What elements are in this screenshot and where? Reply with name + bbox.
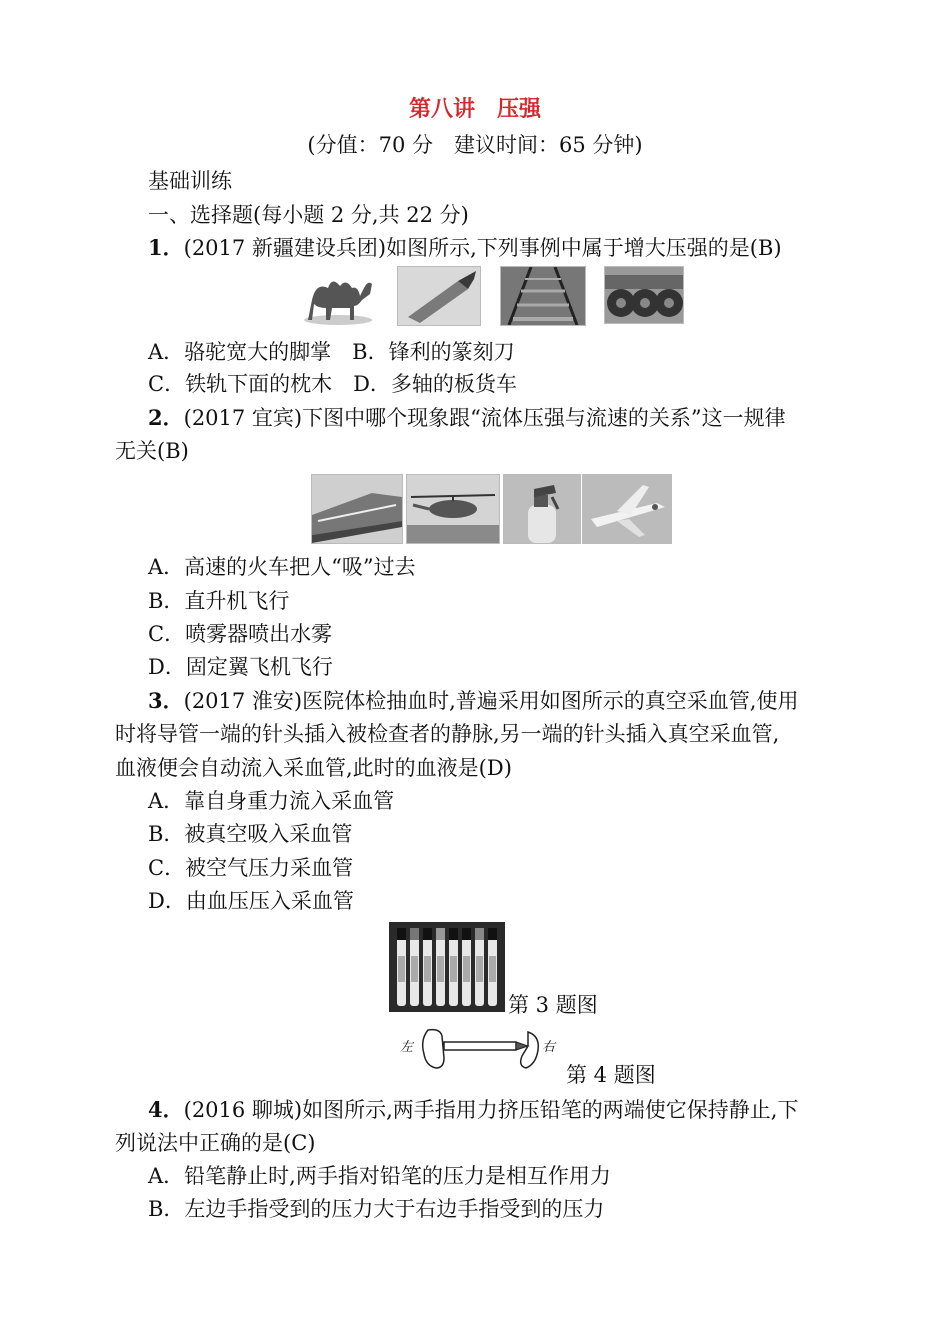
multi-axle-truck-image: [604, 266, 684, 324]
question-3-option-a: A．靠自身重力流入采血管: [148, 789, 395, 813]
question-number: 4．: [148, 1097, 184, 1122]
question-2-option-d: D．固定翼飞机飞行: [148, 655, 333, 679]
helicopter-image: [406, 474, 500, 544]
score-time-info: (分值：70 分 建议时间：65 分钟): [307, 133, 643, 157]
question-1-options-ab: A．骆驼宽大的脚掌 B．锋利的篆刻刀: [148, 340, 515, 364]
figure-4-caption: 第 4 题图: [566, 1063, 656, 1087]
fixed-wing-plane-image: [582, 474, 672, 544]
question-3-stem: [148, 687, 798, 715]
question-2-option-c: C．喷雾器喷出水雾: [148, 622, 333, 646]
question-3-stem-cont-1: 时将导管一端的针头插入被检查者的静脉,另一端的针头插入真空采血管,: [115, 722, 780, 746]
question-2-stem: [148, 404, 786, 432]
pencil-fingers-figure: [398, 1026, 558, 1072]
railway-sleepers-image: [500, 266, 586, 326]
maglev-train-image: [311, 474, 403, 544]
question-number: 3．: [148, 688, 184, 713]
question-text: (2017 新疆建设兵团)如图所示,下列事例中属于增大压强的是(B): [183, 236, 782, 260]
carving-knife-image: [397, 266, 481, 326]
question-2-option-b: B．直升机飞行: [148, 589, 290, 613]
question-text: (2017 淮安)医院体检抽血时,普遍采用如图所示的真空采血管,使用: [183, 689, 799, 713]
right-label: 右: [542, 1040, 556, 1055]
section-name: 基础训练: [148, 169, 232, 193]
question-4-option-a: A．铅笔静止时,两手指对铅笔的压力是相互作用力: [148, 1164, 611, 1188]
question-3-option-d: D．由血压压入采血管: [148, 889, 354, 913]
question-number: 2．: [148, 405, 184, 430]
question-3-stem-cont-2: 血液便会自动流入采血管,此时的血液是(D): [115, 756, 512, 780]
question-3-option-b: B．被真空吸入采血管: [148, 822, 353, 846]
question-4-stem: [148, 1096, 798, 1124]
question-text: (2016 聊城)如图所示,两手指用力挤压铅笔的两端使它保持静止,下: [183, 1098, 799, 1122]
page-title: 第八讲 压强: [408, 96, 541, 122]
camel-image: [298, 266, 380, 326]
blood-collection-tubes-image: [389, 922, 505, 1012]
sprayer-bottle-image: [503, 474, 581, 544]
question-text: (2017 宜宾)下图中哪个现象跟“流体压强与流速的关系”这一规律: [183, 406, 786, 430]
question-4-stem-cont: 列说法中正确的是(C): [115, 1131, 316, 1155]
part-heading: 一、选择题(每小题 2 分,共 22 分): [148, 203, 469, 227]
question-2-stem-cont: 无关(B): [115, 439, 189, 463]
figure-3-caption: 第 3 题图: [508, 993, 598, 1017]
question-1-options-cd: C．铁轨下面的枕木 D．多轴的板货车: [148, 372, 517, 396]
question-2-option-a: A．高速的火车把人“吸”过去: [148, 555, 416, 579]
question-3-option-c: C．被空气压力采血管: [148, 856, 354, 880]
question-number: 1．: [148, 235, 184, 260]
question-4-option-b: B．左边手指受到的压力大于右边手指受到的压力: [148, 1197, 605, 1221]
question-1-stem: [148, 234, 782, 262]
left-label: 左: [400, 1040, 414, 1055]
